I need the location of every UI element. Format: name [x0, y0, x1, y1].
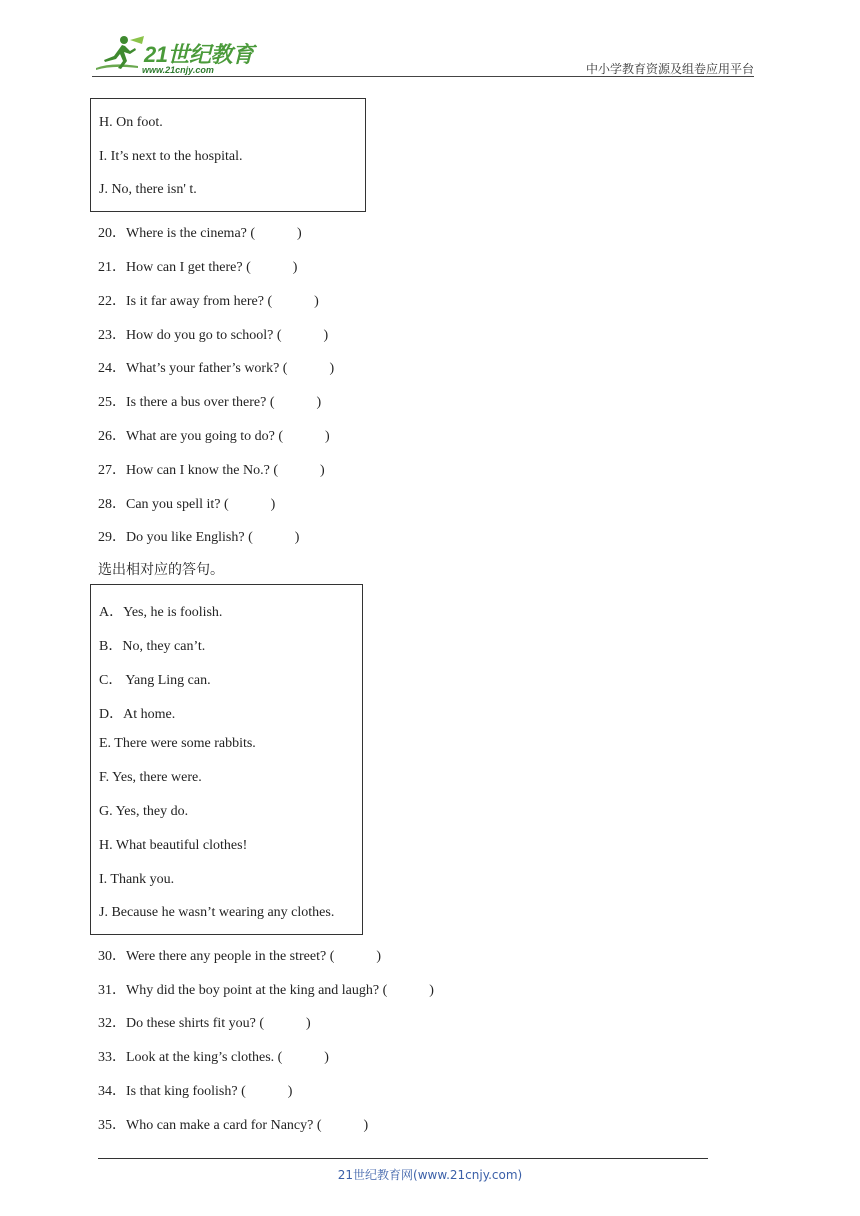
box1-option: H. On foot. [99, 115, 163, 130]
box2-option: F. Yes, there were. [99, 770, 202, 785]
answer-box-1 [90, 98, 366, 212]
box2-option: D．At home. [99, 707, 176, 722]
question-35: 35．Who can make a card for Nancy? ( ) [98, 1118, 369, 1133]
box2-option: C． Yang Ling can. [99, 673, 211, 688]
box2-option: H. What beautiful clothes! [99, 838, 248, 853]
runner-logo-icon [92, 34, 148, 76]
question-34: 34．Is that king foolish? ( ) [98, 1084, 293, 1099]
page-header [0, 0, 860, 80]
question-20: 20．Where is the cinema? ( ) [98, 226, 302, 241]
box2-option: A．Yes, he is foolish. [99, 605, 223, 620]
box2-option: G. Yes, they do. [99, 804, 189, 819]
question-21: 21．How can I get there? ( ) [98, 260, 298, 275]
box2-option: J. Because he wasn’t wearing any clothes. [99, 905, 335, 920]
question-22: 22．Is it far away from here? ( ) [98, 294, 319, 309]
box1-option: I. It’s next to the hospital. [99, 149, 243, 164]
question-30: 30．Were there any people in the street? ( ) [98, 949, 382, 964]
question-23: 23．How do you go to school? ( ) [98, 328, 329, 343]
platform-label: 中小学教育资源及组卷应用平台 [585, 62, 754, 76]
question-25: 25．Is there a bus over there? ( ) [98, 395, 322, 410]
header-divider [92, 76, 754, 77]
logo-text: 21世纪教育 [144, 42, 254, 67]
box2-option: B．No, they can’t. [99, 639, 206, 654]
logo [92, 34, 262, 78]
footer-link[interactable]: 21世纪教育网(www.21cnjy.com) [337, 1168, 523, 1182]
box1-option: J. No, there isn' t. [99, 182, 197, 197]
question-33: 33．Look at the king’s clothes. ( ) [98, 1050, 329, 1065]
question-26: 26．What are you going to do? ( ) [98, 429, 330, 444]
logo-url: www.21cnjy.com [142, 65, 214, 75]
section-heading: 选出相对应的答句。 [98, 562, 224, 578]
box2-option: I. Thank you. [99, 872, 175, 887]
footer-divider [98, 1158, 708, 1159]
question-29: 29．Do you like English? ( ) [98, 530, 300, 545]
question-24: 24．What’s your father’s work? ( ) [98, 361, 335, 376]
question-31: 31．Why did the boy point at the king and laugh? ( ) [98, 983, 434, 998]
question-27: 27．How can I know the No.? ( ) [98, 463, 325, 478]
box2-option: E. There were some rabbits. [99, 736, 256, 751]
question-32: 32．Do these shirts fit you? ( ) [98, 1016, 311, 1031]
answer-box-2 [90, 584, 363, 935]
question-28: 28．Can you spell it? ( ) [98, 497, 276, 512]
